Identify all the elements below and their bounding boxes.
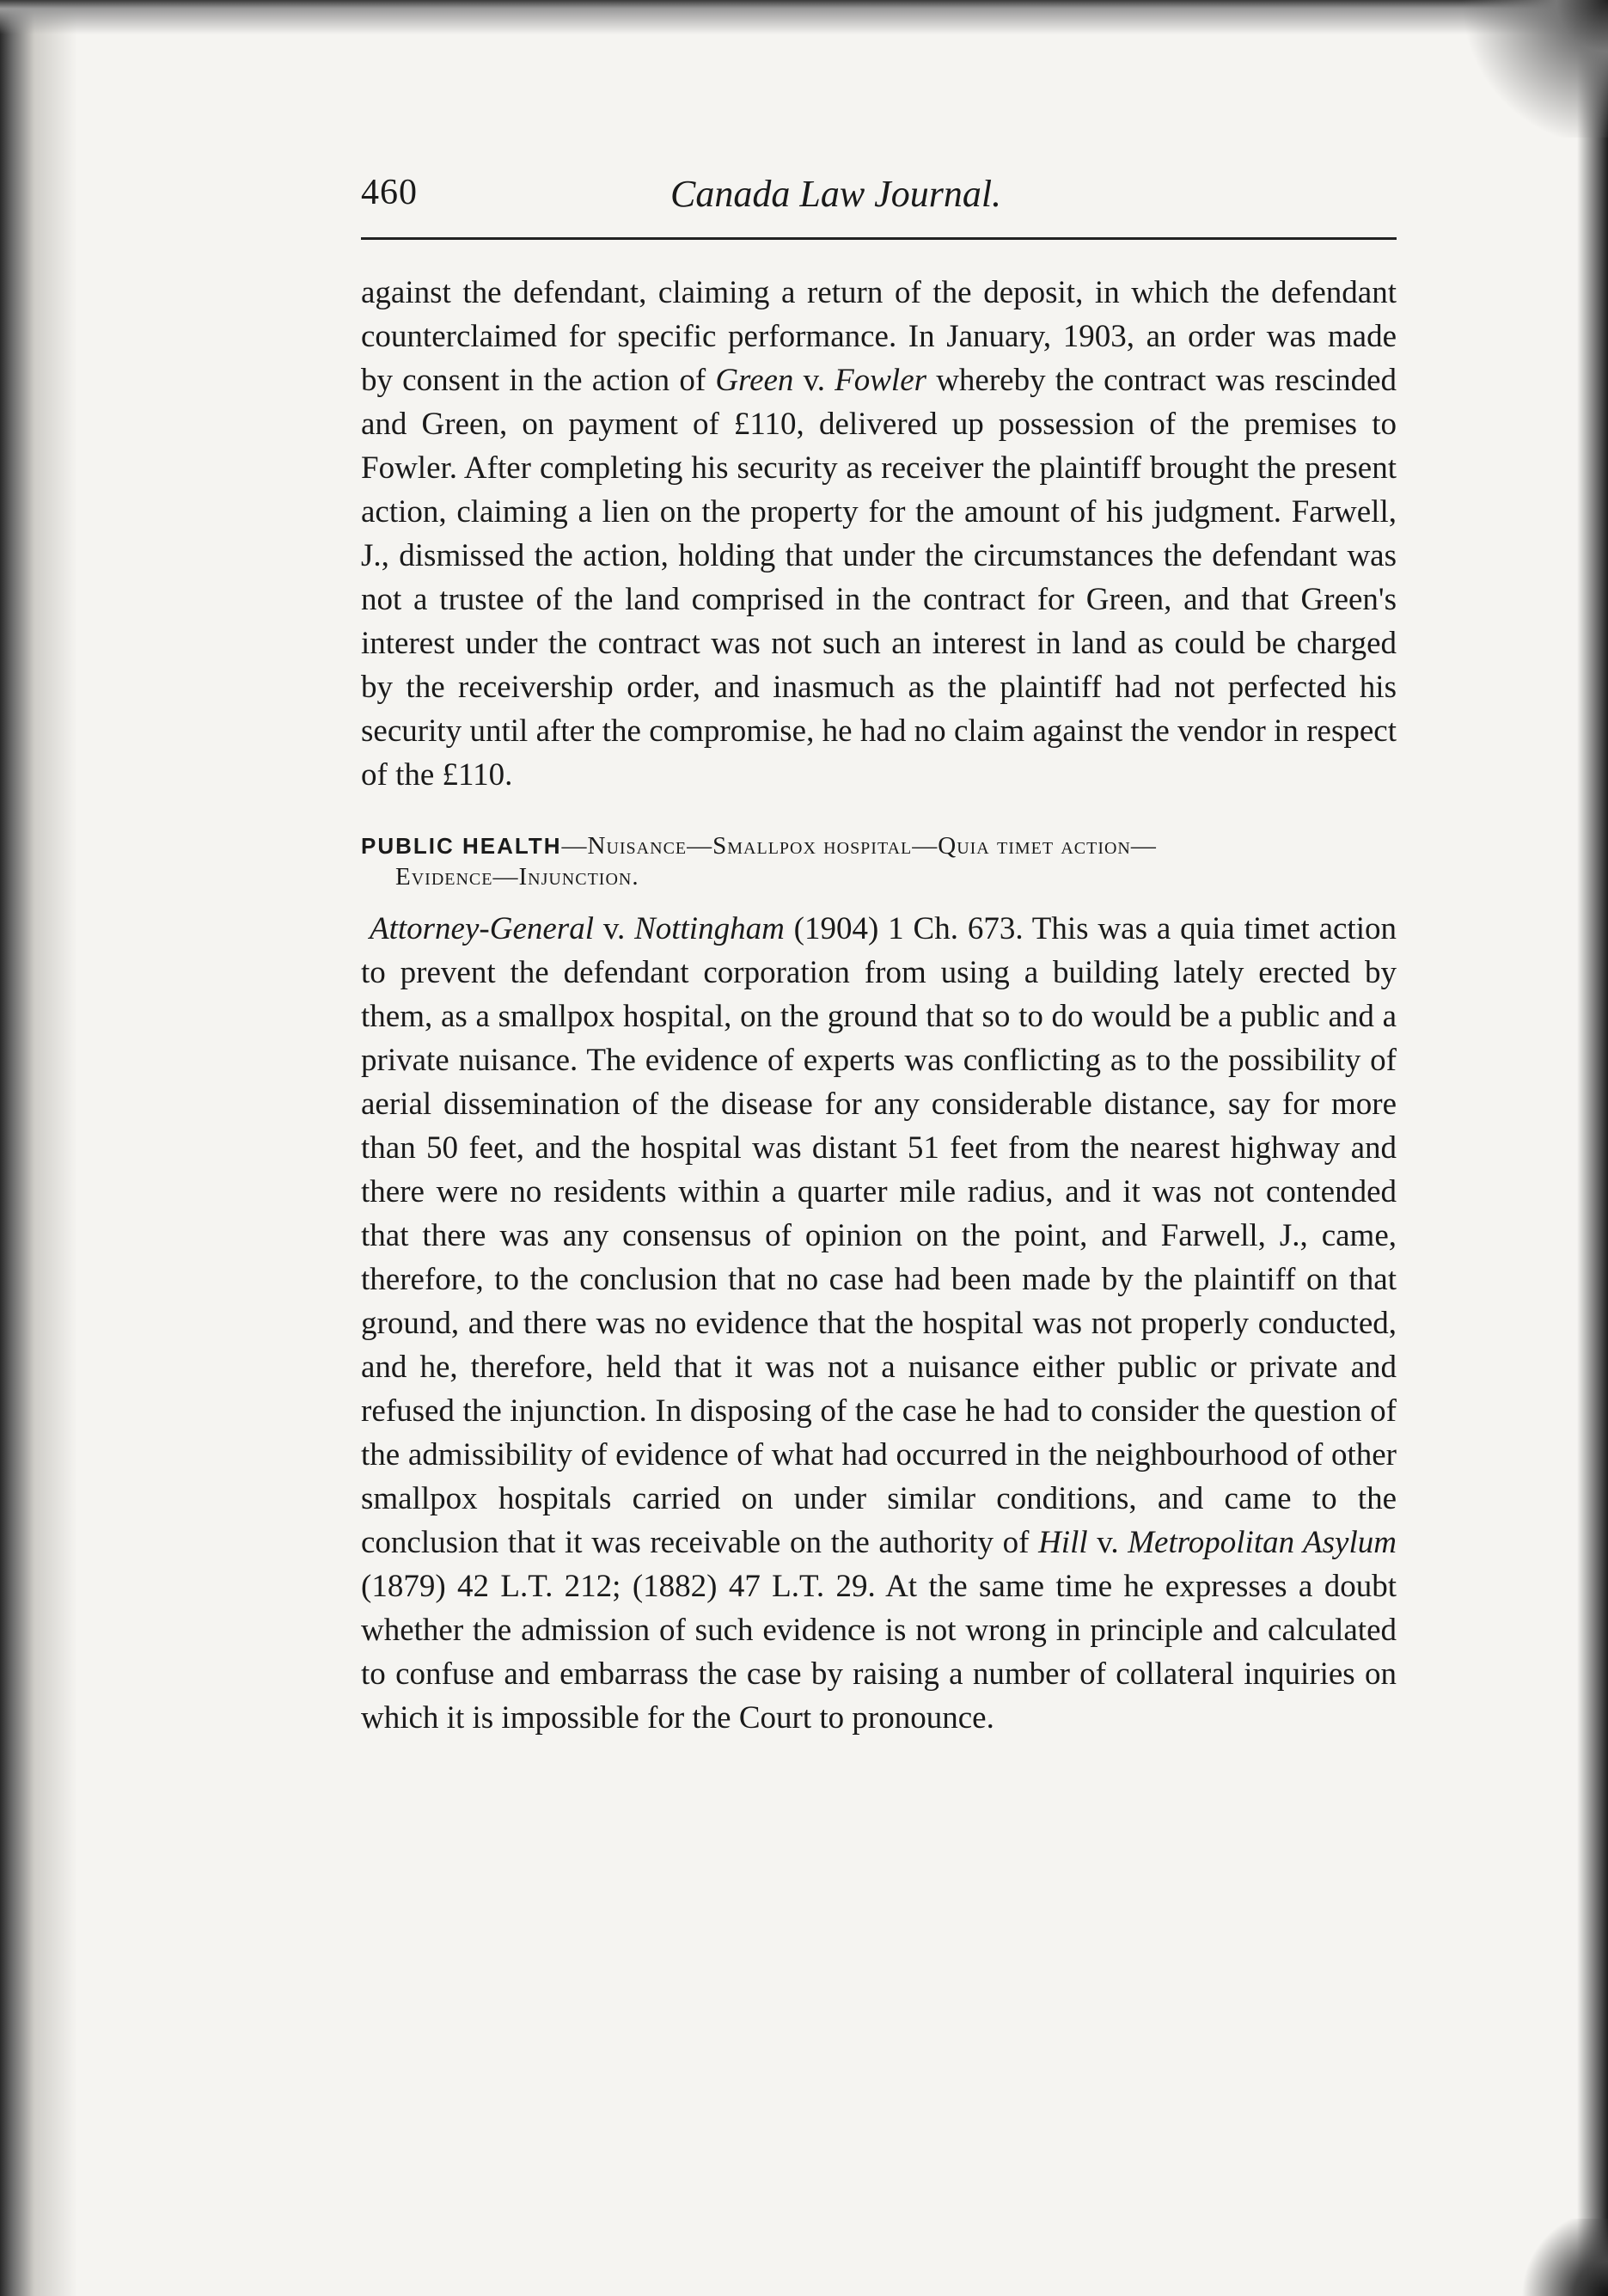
case-note-paragraph [361, 907, 1397, 1740]
heading-subjects: —Nuisance—Smallpox hospital—Quia timet action— [561, 832, 1157, 860]
case-name-italic: Attorney-General [370, 911, 594, 946]
case-name-italic: Green [715, 363, 794, 398]
continued-paragraph [361, 271, 1397, 797]
paragraph-text: (1879) 42 L.T. 212; (1882) 47 L.T. 29. At the same time he expresses a doubt whether the admission of such evidence is not wrong in principle and calculated to confuse and embarrass the case by raising a number of collateral inquiries on which it is impossible for the Court to pronounce. [361, 1569, 1397, 1736]
case-name-italic: Hill [1038, 1525, 1088, 1560]
scan-shadow-corner-bottom-right [1513, 2219, 1608, 2296]
paragraph-text: v. [793, 363, 835, 398]
paragraph-text: v. [593, 911, 635, 946]
heading-subjects-continued: Evidence—Injunction. [395, 863, 639, 891]
section-heading [361, 831, 1397, 891]
paragraph-text: against the defendant, claiming a return of the deposit, in which the defendant counterclaimed for specific performance. In January, 1903, an order was made by consent in the action of [361, 275, 1397, 398]
scan-shadow-left [0, 0, 77, 2296]
journal-page [361, 172, 1397, 1772]
page-number: 460 [361, 173, 418, 212]
case-name-italic: Nottingham [634, 911, 785, 946]
case-name-italic: Metropolitan Asylum [1128, 1525, 1397, 1560]
header-rule [361, 237, 1397, 240]
running-title: Canada Law Journal. [670, 173, 1002, 215]
page-header [361, 172, 1397, 232]
paragraph-text: v. [1087, 1525, 1128, 1560]
paragraph-text: (1904) 1 Ch. 673. This was a quia timet action to prevent the defendant corporation from using a building lately erected by them, as a smallpox hospital, on the ground that so to do would be a public and a private nuisance. The evidence of experts was conflicting as to the possibility of aerial dissemination of the disease for any considerable distance, say for more than 50 feet, and the hospital was distant 51 feet from the nearest highway and there were no residents within a quarter mile radius, and it was not contended that there was any consensus of opinion on the point, and Farwell, J., came, therefore, to the conclusion that no case had been made by the plaintiff on that ground, and there was no evidence that the hospital was not properly conducted, and he, therefore, held that it was not a nuisance either public or private and refused the injunction. In disposing of the case he had to consider the question of the admissibility of evidence of what had occurred in the neighbourhood of other smallpox hospitals carried on under similar conditions, and came to the conclusion that it was receivable on the authority of [361, 911, 1397, 1560]
case-name-italic: Fowler [835, 363, 927, 398]
scan-shadow-right [1577, 0, 1608, 2296]
paragraph-text: whereby the contract was rescinded and Green, on payment of £110, delivered up possession of the premises to Fowler. After completing his security as receiver the plaintiff brought the present action, claiming a lien on the property for the amount of his judgment. Farwell, J., dismissed the action, holding that under the circumstances the defendant was not a trustee of the land comprised in the contract for Green, and that Green's interest under the contract was not such an interest in land as could be charged by the receivership order, and inasmuch as the plaintiff had not perfected his security until after the compromise, he had no claim against the vendor in respect of the £110. [361, 363, 1397, 793]
scan-shadow-top [0, 0, 1608, 34]
heading-lead: PUBLIC HEALTH [361, 833, 562, 859]
scan-shadow-corner-top-right [1453, 0, 1608, 138]
